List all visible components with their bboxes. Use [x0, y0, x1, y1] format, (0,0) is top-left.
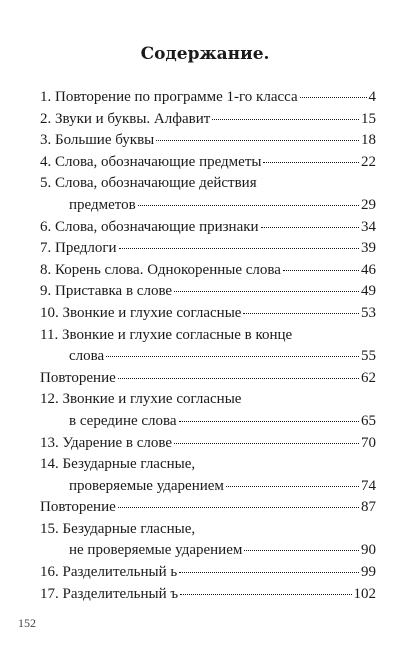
dot-leader: [174, 291, 359, 292]
toc-entry-page: 18: [361, 132, 376, 149]
toc-entry-text: 12. Звонкие и глухие согласные: [40, 391, 242, 408]
toc-entry-text: 17. Разделительный ъ: [40, 585, 179, 602]
toc-entry-text: 1. Повторение по программе 1-го класса: [40, 89, 298, 105]
toc-entry-15: [40, 519, 376, 562]
toc-entry-text: 13. Ударение в слове: [40, 434, 173, 451]
toc-entry-text: 9. Приставка в слове: [40, 283, 173, 300]
toc-entry-1: [40, 87, 376, 109]
toc-entry-text: 10. Звонкие и глухие согласные: [40, 304, 242, 321]
toc-entry-page: 74: [361, 477, 376, 494]
toc-entry-page: 62: [361, 369, 376, 386]
toc-entry-page: 34: [361, 218, 376, 235]
toc-entry-text: 11. Звонкие и глухие согласные в конце: [40, 326, 293, 343]
toc-entry-page: 49: [361, 283, 376, 300]
dot-leader: [179, 572, 359, 573]
dot-leader: [174, 443, 359, 444]
toc-entry-page: 70: [361, 434, 376, 451]
toc-entry-text: 6. Слова, обозначающие признаки: [40, 218, 259, 235]
dot-leader: [179, 421, 359, 422]
toc-entry-text: Повторение: [40, 499, 116, 516]
toc-entry-text-continued: предметов: [69, 196, 136, 213]
toc-entry-4: [40, 152, 376, 174]
toc-entry-page: 15: [361, 110, 376, 127]
toc-entry-11: [40, 325, 376, 368]
toc-entry-text: 14. Безударные гласные,: [40, 456, 196, 473]
toc-entry-17: [40, 584, 376, 606]
dot-leader: [118, 507, 359, 508]
toc-entry-3: [40, 130, 376, 152]
dot-leader: [106, 356, 359, 357]
page-number: 152: [18, 616, 36, 630]
dot-leader: [243, 313, 359, 314]
toc-entry-page: 65: [361, 412, 376, 429]
toc-entry-13: [40, 433, 376, 455]
toc-entry-text: 8. Корень слова. Однокоренные слова: [40, 261, 281, 278]
toc-entry-text: Повторение: [40, 369, 116, 386]
dot-leader: [118, 378, 359, 379]
dot-leader: [226, 486, 359, 487]
toc-entry-page: 102: [353, 585, 376, 602]
toc-entry-page: 22: [361, 153, 376, 170]
toc-entry-page: 55: [361, 348, 376, 365]
toc-entry-page: 39: [361, 240, 376, 257]
toc-entry-page: 4: [368, 89, 376, 105]
dot-leader: [300, 97, 367, 98]
toc-entry-7: [40, 238, 376, 260]
dot-leader: [244, 550, 359, 551]
toc-entry-text-continued: проверяемые ударением: [69, 477, 224, 494]
toc-entry-12: [40, 389, 376, 432]
toc-entry-page: 53: [361, 304, 376, 321]
toc-entry-10: [40, 303, 376, 325]
toc-entry-text-continued: слова: [69, 348, 105, 365]
toc-entry-page: 99: [361, 564, 376, 581]
dot-leader: [180, 594, 351, 595]
toc-entry-9: [40, 281, 376, 303]
toc-entry-review-2: [40, 497, 376, 519]
dot-leader: [212, 119, 359, 120]
toc-entry-6: [40, 217, 376, 239]
toc-entry-page: 29: [361, 196, 376, 213]
toc-entry-16: [40, 562, 376, 584]
toc-entry-text-continued: не проверяемые ударением: [69, 542, 243, 559]
toc-entry-text-continued: в середине слова: [69, 412, 177, 429]
toc-entry-text: 7. Предлоги: [40, 240, 117, 257]
toc-entry-text: 2. Звуки и буквы. Алфавит: [40, 110, 211, 127]
page-title: Содержание.: [140, 44, 270, 64]
dot-leader: [283, 270, 359, 271]
toc-entry-page: 90: [361, 542, 376, 559]
dot-leader: [138, 205, 359, 206]
dot-leader: [156, 140, 359, 141]
toc-entry-2: [40, 109, 376, 131]
toc-entry-review-1: [40, 368, 376, 390]
toc-entry-5: [40, 173, 376, 216]
toc-entry-text: 5. Слова, обозначающие действия: [40, 175, 257, 192]
toc-entry-text: 15. Безударные гласные,: [40, 520, 196, 537]
toc-entry-text: 3. Большие буквы: [40, 132, 155, 149]
toc-entry-8: [40, 260, 376, 282]
toc-entry-text: 16. Разделительный ь: [40, 564, 178, 581]
dot-leader: [119, 248, 359, 249]
dot-leader: [261, 227, 359, 228]
toc-entry-page: 87: [361, 499, 376, 516]
toc-entry-14: [40, 454, 376, 497]
toc-entry-page: 46: [361, 261, 376, 278]
table-of-contents: [40, 87, 376, 605]
dot-leader: [263, 162, 359, 163]
toc-entry-text: 4. Слова, обозначающие предметы: [40, 153, 262, 170]
